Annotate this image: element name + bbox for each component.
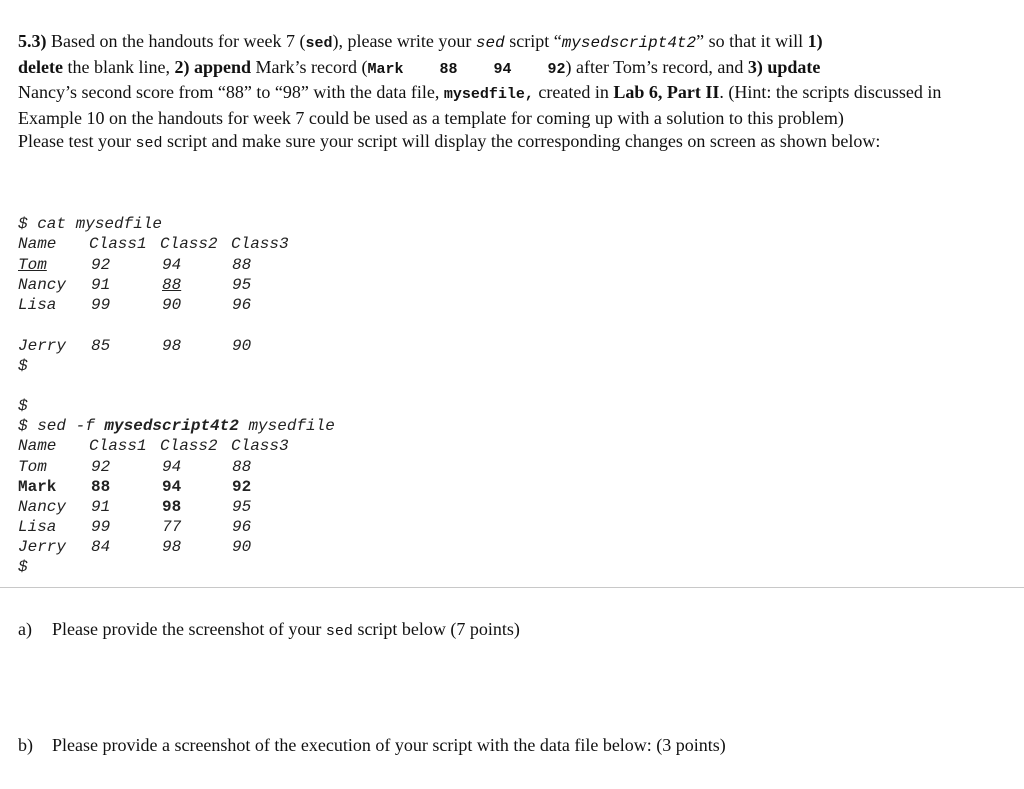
- table-row: Tom 92 94 88: [18, 256, 252, 274]
- terminal-output-sed: [18, 396, 438, 581]
- terminal-prompt: $: [18, 397, 28, 415]
- terminal-output-cat: [18, 214, 438, 374]
- table-row: Tom 92 94 88: [18, 458, 252, 476]
- mark-record: Mark 88 94 92: [367, 60, 566, 78]
- sed-keyword-italic: sed: [475, 34, 505, 52]
- question-number: 5.3): [18, 31, 47, 51]
- lab-reference: Lab 6, Part II: [613, 82, 720, 102]
- section-divider: [0, 587, 1024, 588]
- script-name: mysedscript4t2: [104, 417, 239, 435]
- table-header: Name Class1 Class2 Class3: [18, 235, 289, 253]
- question-paragraph: 5.3) Based on the handouts for week 7 (sed), please write your sed script “mysedscript4t2” so that it will 1) delete the blank line, 2) append Mark’s record (Mark 88 94 92) after Tom’s record, and 3) update Nancy’s second score from “88” to “98” with the data file, mysedfile, created in Lab 6, Part II. (Hint: the scripts discussed in Example 10 on the handouts for week 7 could be used as a template for coming up with a solution to this problem) Please test your sed script and make sure your script will display the corresponding changes on screen as shown below:: [18, 31, 942, 152]
- table-row-mark: Mark 88 94 92: [18, 478, 252, 496]
- part-b-label: b): [18, 735, 33, 755]
- terminal-prompt: $: [18, 558, 28, 576]
- script-name: mysedscript4t2: [561, 34, 697, 52]
- sed-keyword: sed: [305, 35, 333, 52]
- table-row: Lisa 99 77 96: [18, 518, 252, 536]
- append-keyword: 2) append: [174, 56, 251, 77]
- terminal-command: $ sed -f mysedscript4t2 mysedfile: [18, 417, 335, 435]
- table-row: Nancy 91 88 95: [18, 276, 252, 294]
- data-file-name: mysedfile,: [443, 86, 534, 103]
- table-header: Name Class1 Class2 Class3: [18, 437, 289, 455]
- delete-keyword: delete: [18, 56, 63, 77]
- table-row: Lisa 99 90 96: [18, 296, 252, 314]
- terminal-prompt: $: [18, 357, 28, 375]
- part-b: b) Please provide a screenshot of the execution of your script with the data file below: (3 points): [18, 735, 726, 755]
- terminal-prompt: $ cat mysedfile: [18, 215, 163, 233]
- sed-keyword-test: sed: [135, 135, 163, 152]
- table-row: Nancy 91 98 95: [18, 498, 252, 516]
- table-row: Jerry 85 98 90: [18, 337, 252, 355]
- table-row: Jerry 84 98 90: [18, 538, 252, 556]
- sed-keyword-part-a: sed: [325, 623, 353, 640]
- update-keyword: 3) update: [747, 56, 821, 77]
- part-a: a) Please provide the screenshot of your sed script below (7 points): [18, 619, 520, 640]
- part-a-label: a): [18, 619, 32, 639]
